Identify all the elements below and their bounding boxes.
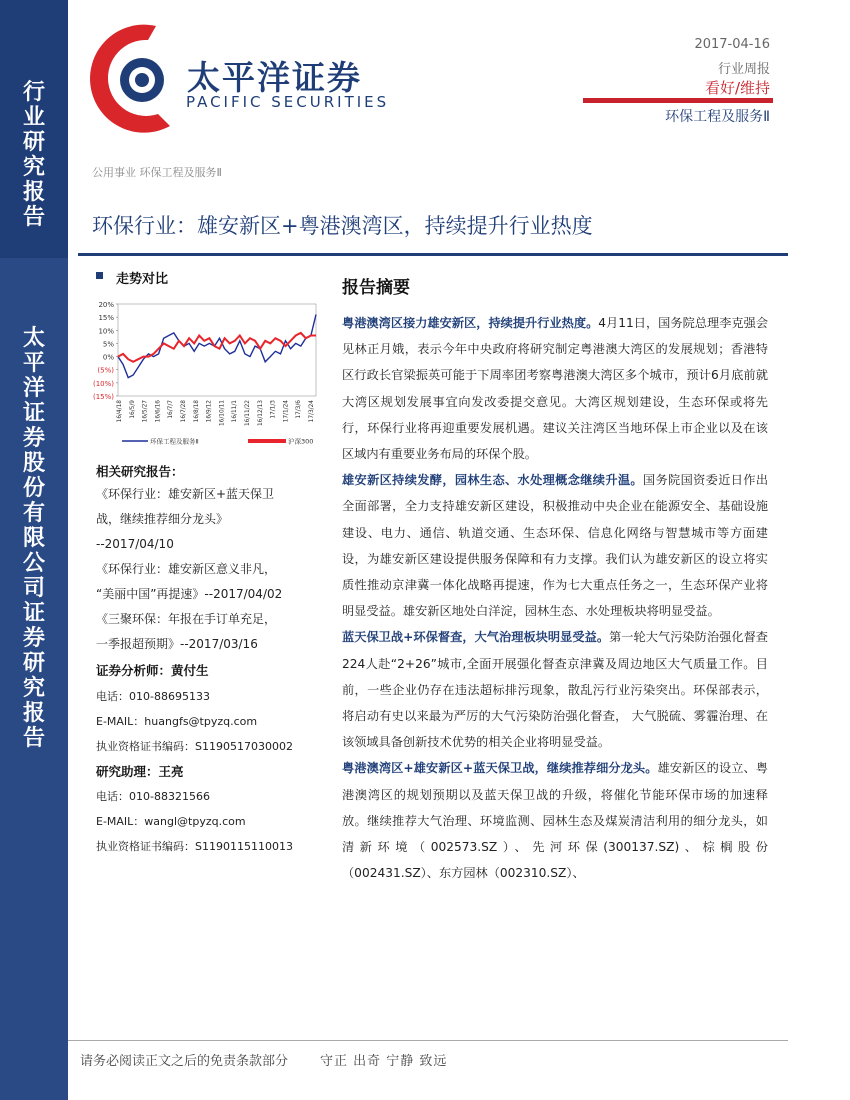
x-tick-label: 16/4/18 [117, 400, 123, 423]
x-tick-label: 16/8/18 [193, 400, 200, 423]
sidebar-char: 司 [22, 576, 45, 601]
x-tick-label: 16/9/12 [206, 400, 213, 423]
series-line [118, 333, 316, 362]
sidebar-char: 究 [22, 676, 45, 701]
sidebar-char: 限 [22, 526, 45, 551]
sidebar-char: 太 [22, 326, 45, 351]
sidebar-char: 券 [22, 626, 45, 651]
x-tick-label: 16/6/16 [155, 400, 162, 423]
breadcrumb: 公用事业 环保工程及服务Ⅱ [92, 166, 222, 179]
footer-divider [68, 1040, 788, 1041]
trend-title: 走势对比 [116, 272, 169, 287]
x-tick-label: 16/11/1 [232, 400, 239, 423]
assistant-title: 研究助理：王亮 [96, 764, 184, 779]
company-name-en: PACIFIC SECURITIES [186, 93, 390, 111]
sidebar-char: 业 [22, 105, 45, 130]
y-tick-label: (5%) [97, 366, 114, 375]
assistant-email[interactable]: E-MAIL：wangl@tpyzq.com [96, 815, 246, 828]
summary-text: 雄安新区的设立、粤港澳湾区的规划预期以及蓝天保卫战的升级，将催化节能环保市场的加速释放。继续推荐大气治理、环境监测、园林生态及煤炭清洁利用的细分龙头，如清新环境（002573.SZ）、先河环保(300137.SZ)、棕榈股份（002431.SZ）、东方园林（002310.SZ）、 [342, 761, 768, 881]
summary-text: 4月11日，国务院总理李克强会见林正月娥，表示今年中央政府将研究制定粤港澳大湾区的发展规划；香港特区行政长官梁振英可能于下周率团考察粤港澳大湾区多个城市，预计6月底前就大湾区规划发展事宜向发改委提交意见。大湾区规划建设，生态环保或将先行，环保行业将再迎重要发展机遇。建议关注湾区当地环保上市企业以及在该区域内有重要业务布局的环保个股。 [342, 316, 769, 462]
sidebar-label-company [19, 326, 49, 751]
sidebar-char: 报 [22, 180, 45, 205]
related-report-line: 一季报超预期》--2017/03/16 [96, 637, 258, 651]
plot-frame [118, 304, 316, 396]
sidebar-char: 证 [22, 401, 45, 426]
header-accent-bar [583, 98, 773, 103]
summary-paragraph [342, 467, 768, 624]
x-tick-label: 16/11/22 [245, 400, 251, 427]
summary-text: 第一轮大气污染防治强化督查224人赴“2+26”城市,全面开展强化督查京津冀及周边地区大气质量工作。目前，一些企业仍存在违法超标排污现象，散乱污行业污染突出。环保部表示，将启动有史以来最为严厉的大气污染防治强化督查， 大气脱硫、雾霾治理、在该领域具备创新技术优势的相关企业将明显受益。 [342, 630, 768, 750]
analyst-title: 证券分析师：黄付生 [96, 663, 209, 678]
sidebar-char: 报 [22, 701, 45, 726]
sidebar-char: 股 [22, 451, 45, 476]
y-tick-label: 5% [102, 340, 114, 349]
summary-paragraph [342, 755, 768, 886]
legend-label: 环保工程及服务Ⅱ [150, 437, 199, 446]
x-tick-label: 16/5/9 [129, 400, 136, 419]
summary-lead: 粤港澳湾区接力雄安新区，持续提升行业热度。 [342, 316, 599, 330]
summary-lead: 粤港澳湾区+雄安新区+蓝天保卫战，继续推荐细分龙头。 [342, 761, 658, 776]
x-tick-label: 16/7/28 [181, 400, 187, 423]
related-report-line: “美丽中国”再提速》--2017/04/02 [96, 587, 283, 601]
related-report-line: 《三聚环保：年报在手订单充足， [96, 612, 277, 626]
related-report-line: --2017/04/10 [96, 537, 174, 551]
company-logo-icon [88, 18, 184, 138]
title-divider [78, 253, 788, 256]
sidebar-label-report-type [19, 80, 49, 230]
x-tick-label: 17/3/24 [309, 400, 315, 423]
related-reports-list [96, 482, 330, 657]
related-report-line: 《环保行业：雄安新区+蓝天保卫 [96, 487, 275, 501]
summary-body [342, 310, 768, 886]
report-type: 行业周报 [717, 62, 770, 77]
x-tick-label: 17/1/3 [270, 400, 277, 419]
sidebar-char: 告 [22, 726, 45, 751]
y-tick-label: 0% [102, 353, 114, 362]
sidebar-char: 证 [22, 601, 45, 626]
legend-label: 沪深300 [288, 437, 314, 446]
analyst-email[interactable]: E-MAIL：huangfs@tpyzq.com [96, 715, 258, 728]
x-tick-label: 16/5/27 [142, 400, 149, 423]
y-tick-label: (10%) [92, 379, 114, 388]
sidebar-char: 份 [22, 476, 45, 501]
sidebar-char: 公 [22, 551, 45, 576]
assistant-phone: 电话：010-88321566 [96, 790, 210, 803]
sidebar-char: 平 [22, 351, 45, 376]
x-tick-label: 17/3/6 [296, 400, 303, 419]
sidebar-char: 行 [22, 80, 45, 105]
summary-lead: 蓝天保卫战+环保督查，大气治理板块明显受益。 [342, 630, 610, 645]
related-report-line: 《环保行业：雄安新区意义非凡， [96, 562, 277, 576]
summary-lead: 雄安新区持续发酵，园林生态、水处理概念继续升温。 [342, 473, 643, 488]
sidebar-char: 研 [22, 651, 45, 676]
page-title: 环保行业：雄安新区+粤港澳湾区，持续提升行业热度 [92, 214, 593, 238]
related-reports-title: 相关研究报告： [96, 464, 184, 479]
trend-chart [88, 296, 328, 456]
summary-paragraph [342, 310, 768, 467]
footer-disclaimer: 请务必阅读正文之后的免责条款部分 [80, 1054, 289, 1069]
bullet-square-icon [96, 272, 103, 279]
report-date: 2017-04-16 [694, 37, 770, 52]
y-tick-label: 20% [98, 301, 114, 309]
x-tick-label: 16/7/7 [168, 400, 175, 419]
y-tick-label: (15%) [92, 393, 114, 401]
sidebar-char: 究 [22, 155, 45, 180]
sidebar-char: 有 [22, 501, 45, 526]
summary-text: 国务院国资委近日作出全面部署，全力支持雄安新区建设，积极推动中央企业在能源安全、基础设施建设、电力、通信、轨道交通、生态环保、信息化网络与智慧城市等方面建设，为雄安新区建设提供服务保障和有力支撑。我们认为雄安新区的设立将实质性推动京津冀一体化战略再提速，作为七大重点任务之一，生态环保产业将明显受益。雄安新区地处白洋淀，园林生态、水处理板块将明显受益。 [342, 473, 769, 619]
analyst-cert: 执业资格证书编码：S1190517030002 [96, 740, 293, 753]
sidebar-char: 洋 [22, 376, 45, 401]
y-tick-label: 10% [98, 327, 114, 336]
summary-paragraph [342, 624, 768, 755]
y-tick-label: 15% [98, 314, 114, 323]
x-tick-label: 17/1/24 [283, 400, 290, 423]
sidebar-char: 券 [22, 426, 45, 451]
related-report-line: 战，继续推荐细分龙头》 [96, 512, 229, 526]
analyst-phone: 电话：010-88695133 [96, 690, 210, 703]
footer-slogan: 守正 出奇 宁静 致远 [320, 1054, 448, 1069]
sidebar-char: 告 [22, 205, 45, 230]
assistant-cert: 执业资格证书编码：S1190115110013 [96, 840, 293, 853]
industry-label: 环保工程及服务Ⅱ [665, 109, 770, 125]
x-tick-label: 16/10/11 [219, 400, 226, 427]
summary-title: 报告摘要 [342, 278, 410, 298]
x-tick-label: 16/12/13 [257, 400, 264, 427]
company-name-cn: 太平洋证券 [187, 58, 362, 97]
rating-label: 看好/维持 [704, 79, 770, 97]
sidebar-char: 研 [22, 130, 45, 155]
